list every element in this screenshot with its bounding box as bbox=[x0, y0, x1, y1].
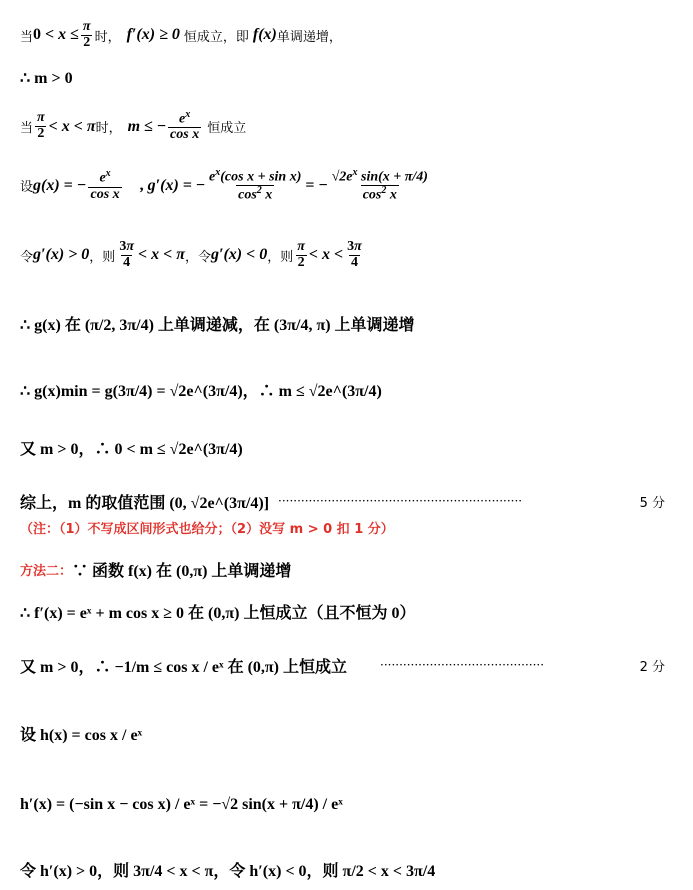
fraction-pi-2: $\frac{\pi}{2}$ bbox=[82, 19, 91, 50]
text: 令 bbox=[20, 249, 34, 265]
math: m ≤ − bbox=[127, 117, 167, 135]
math: g′(x) < 0 bbox=[210, 246, 268, 264]
math: < x < π bbox=[48, 117, 96, 135]
fraction: $\frac{3\pi}{4}$ bbox=[119, 239, 134, 270]
math-text: 综上，m 的取值范围 (0, √2e^(3π/4)] bbox=[20, 495, 270, 512]
line-7 bbox=[20, 378, 382, 401]
text: 当 bbox=[20, 121, 34, 137]
math-text: 又 m > 0，∴ −1/m ≤ cos x / eˣ 在 (0,π) 上恒成立 bbox=[20, 659, 347, 676]
text: 恒成立，即 bbox=[183, 29, 249, 45]
line-15 bbox=[20, 796, 343, 814]
math-text: 又 m > 0，∴ 0 < m ≤ √2e^(3π/4) bbox=[20, 441, 243, 458]
math: g(x) = − bbox=[33, 176, 87, 194]
text: 时， bbox=[95, 121, 122, 137]
fraction: $\frac{e^x}{\text{cos x}}$ bbox=[90, 168, 120, 202]
line-3 bbox=[20, 110, 246, 143]
dot-leader: ··········································· bbox=[380, 658, 545, 672]
math-text: 设 h(x) = cos x / eˣ bbox=[20, 727, 143, 744]
math-text: ∴ g(x)min = g(3π/4) = √2e^(3π/4)，∴ m ≤ √2e^(3π/4) bbox=[20, 383, 382, 400]
fraction: $\frac{√2e^x \sin(x + \pi/4)}{\cos^2 x}$ bbox=[331, 167, 428, 203]
math-text: ∴ g(x) 在 (π/2, 3π/4) 上单调递减，在 (3π/4, π) 上单调递增 bbox=[20, 317, 415, 334]
text: 恒成立 bbox=[207, 121, 247, 137]
line-2 bbox=[20, 68, 73, 88]
line-6 bbox=[20, 312, 415, 335]
text: ，令 bbox=[184, 249, 211, 265]
math: = − bbox=[305, 176, 328, 194]
score: 5 分 bbox=[639, 496, 665, 511]
line-11 bbox=[20, 558, 291, 581]
text: 时， bbox=[94, 29, 121, 45]
text: ，则 bbox=[89, 249, 116, 265]
fraction: $\frac{\pi}{2}$ bbox=[297, 239, 305, 270]
text: 当 bbox=[20, 29, 34, 45]
line-4 bbox=[20, 168, 432, 204]
math-text: ∵ 函数 f(x) 在 (0,π) 上单调递增 bbox=[72, 563, 292, 580]
line-14 bbox=[20, 722, 142, 745]
math: < x < bbox=[308, 246, 344, 264]
math-fx: f(x) bbox=[252, 26, 277, 44]
math: g′(x) > 0 bbox=[33, 246, 90, 264]
line-9 bbox=[20, 490, 269, 513]
line-16 bbox=[20, 858, 435, 881]
line-5 bbox=[20, 240, 366, 270]
method-label: 方法二： bbox=[20, 564, 73, 579]
fraction: $\frac{e^x}{\text{cos x}}$ bbox=[170, 109, 200, 143]
text: 设 bbox=[20, 180, 34, 196]
math-text: ∴ f′(x) = eˣ + m cos x ≥ 0 在 (0,π) 上恒成立（且不恒为 0） bbox=[20, 605, 416, 622]
fraction: $\frac{\pi}{2}$ bbox=[37, 110, 45, 142]
fraction: $\frac{3\pi}{4}$ bbox=[347, 239, 362, 270]
math-expr: f′(x) ≥ 0 bbox=[126, 26, 180, 44]
dot-leader: ································································ bbox=[278, 494, 523, 508]
line-1 bbox=[20, 20, 342, 50]
score: 2 分 bbox=[639, 660, 665, 675]
line-8 bbox=[20, 436, 243, 459]
math-text: ∴ m > 0 bbox=[20, 70, 73, 87]
math: < x < π bbox=[137, 246, 185, 264]
math-text: h′(x) = (−sin x − cos x) / eˣ = −√2 sin(x + π/4) / eˣ bbox=[20, 796, 343, 813]
math: , g′(x) = − bbox=[139, 176, 206, 194]
line-10-note bbox=[20, 518, 394, 537]
math-condition: 0 < x ≤ bbox=[33, 26, 79, 44]
text: 单调递增， bbox=[276, 29, 342, 45]
text: ，则 bbox=[267, 249, 294, 265]
note-text: （注：（1）不写成区间形式也给分；（2）没写 m > 0 扣 1 分） bbox=[20, 522, 394, 537]
math-text: 令 h′(x) > 0，则 3π/4 < x < π，令 h′(x) < 0，则 π/2 < x < 3π/4 bbox=[20, 863, 436, 880]
fraction: $\frac{e^x(\cos x + \sin x)}{\cos^2 x}$ bbox=[209, 167, 302, 203]
line-13 bbox=[20, 654, 347, 677]
line-12 bbox=[20, 600, 415, 623]
